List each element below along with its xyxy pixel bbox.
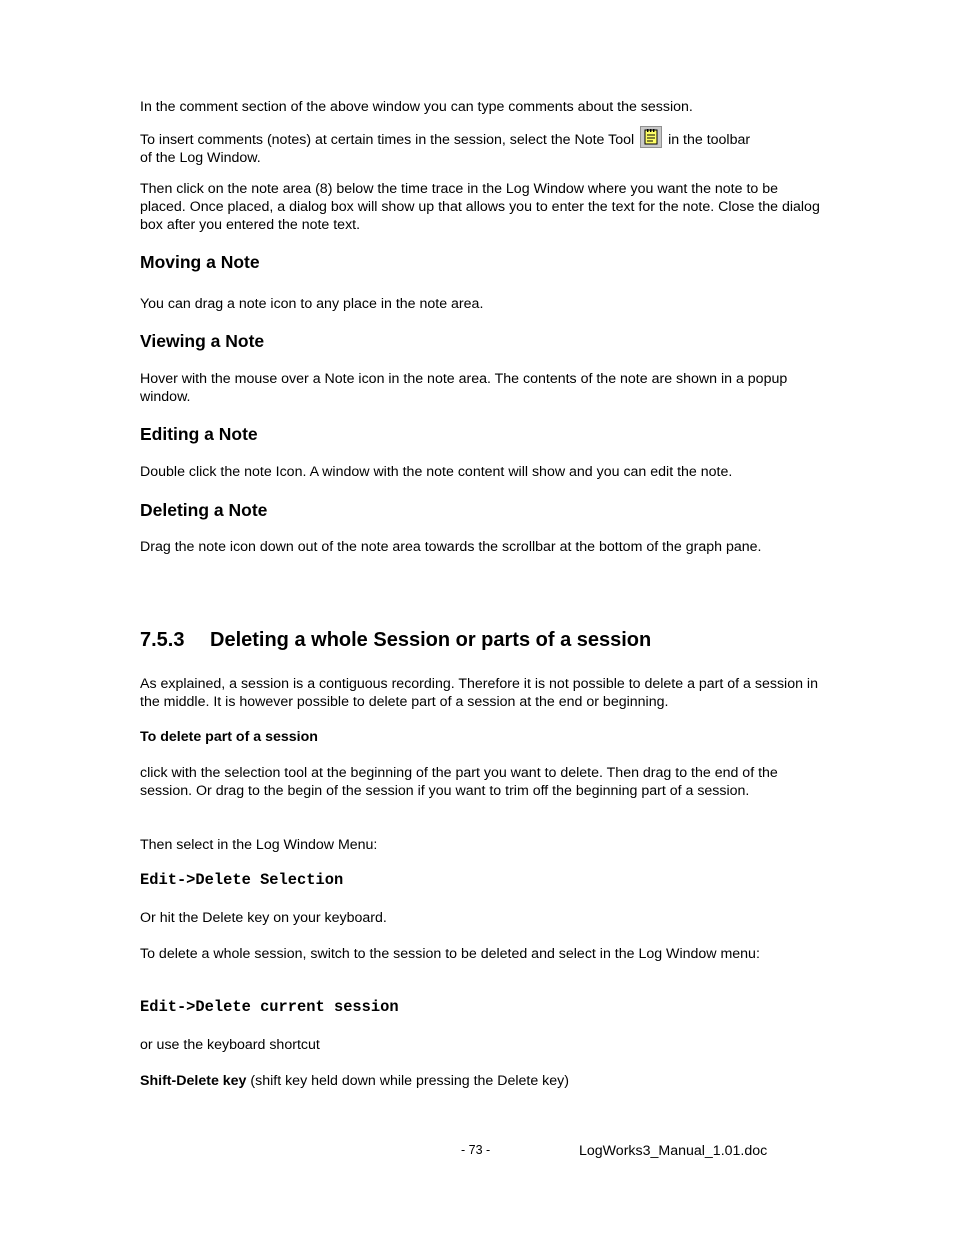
page-number: - 73 -: [461, 1143, 491, 1157]
document-filename: LogWorks3_Manual_1.01.doc: [579, 1143, 768, 1159]
section-paragraph-7: [140, 1072, 820, 1090]
code-delete-selection: Edit->Delete Selection: [140, 871, 344, 889]
intro-paragraph-2-after: in the toolbar: [668, 132, 751, 148]
shortcut-description: (shift key held down while pressing the Delete key): [246, 1073, 569, 1089]
section-paragraph-6: or use the keyboard shortcut: [140, 1037, 320, 1053]
shortcut-shift-delete: Shift-Delete key: [140, 1073, 247, 1089]
body-deleting-note: Drag the note icon down out of the note area towards the scrollbar at the bottom of the graph pane.: [140, 539, 762, 555]
heading-editing-note: Editing a Note: [140, 424, 258, 444]
code-delete-current-session: Edit->Delete current session: [140, 998, 399, 1016]
note-tool-icon: [640, 126, 662, 148]
section-heading-753: [140, 628, 820, 652]
intro-paragraph-1: In the comment section of the above window you can type comments about the session.: [140, 99, 693, 115]
body-editing-note: Double click the note Icon. A window with the note content will show and you can edit the note.: [140, 464, 733, 480]
section-paragraph-5: To delete a whole session, switch to the session to be deleted and select in the Log Window menu:: [140, 946, 760, 962]
section-paragraph-4: Or hit the Delete key on your keyboard.: [140, 910, 387, 926]
section-paragraph-2: click with the selection tool at the beginning of the part you want to delete. Then drag to the end of the session. Or drag to the begin of the session if you want to trim off the beginning part of a session.: [140, 765, 778, 799]
body-moving-note: You can drag a note icon to any place in the note area.: [140, 296, 484, 312]
intro-paragraph-3: Then click on the note area (8) below the time trace in the Log Window where you want the note to be placed. Once placed, a dialog box will show up that allows you to enter the text for the note. Close the dialog box after you entered the note text.: [140, 181, 820, 233]
intro-paragraph-2: [140, 126, 820, 167]
heading-viewing-note: Viewing a Note: [140, 331, 265, 351]
subheading-delete-part: To delete part of a session: [140, 729, 318, 745]
section-paragraph-3: Then select in the Log Window Menu:: [140, 837, 378, 853]
section-number: 7.5.3: [140, 629, 185, 651]
heading-moving-note: Moving a Note: [140, 252, 260, 272]
body-viewing-note: Hover with the mouse over a Note icon in the note area. The contents of the note are shown in a popup window.: [140, 371, 788, 405]
intro-paragraph-2-line2: of the Log Window.: [140, 150, 261, 166]
intro-paragraph-2-text: To insert comments (notes) at certain times in the session, select the Note Tool: [140, 132, 635, 148]
heading-deleting-note: Deleting a Note: [140, 500, 268, 520]
section-paragraph-1: As explained, a session is a contiguous recording. Therefore it is not possible to delete a part of a session in the middle. It is however possible to delete part of a session at the end or beginning.: [140, 676, 818, 710]
section-title: Deleting a whole Session or parts of a session: [210, 629, 652, 651]
